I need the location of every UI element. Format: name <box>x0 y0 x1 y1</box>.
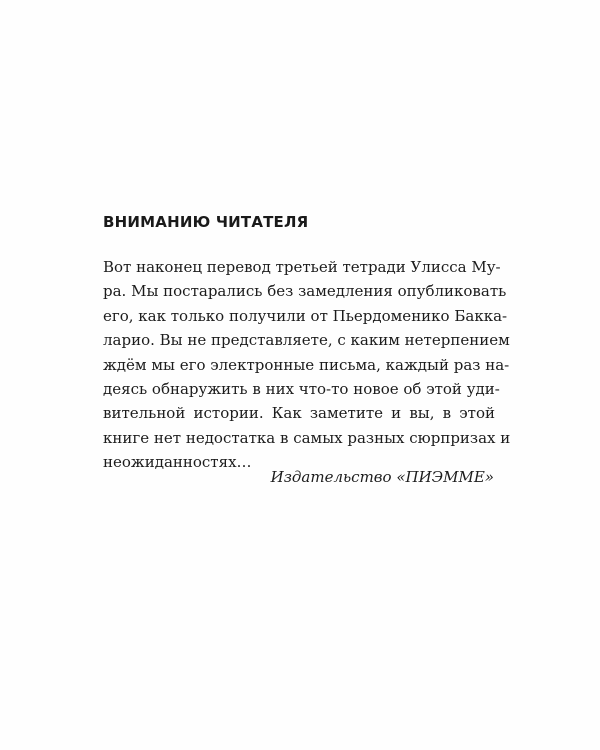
paragraph-line: ра. Мы постарались без замедления опубликовать <box>103 282 507 301</box>
paragraph-line: Вот наконец перевод третьей тетради Улисса Му- <box>103 258 501 276</box>
paragraph-line: его, как только получили от Пьердоменико Бакка- <box>103 306 508 325</box>
notice-heading: ВНИМАНИЮ ЧИТАТЕЛЯ <box>103 213 309 231</box>
paragraph-line: вительной истории. Как заметите и вы, в этой <box>103 404 495 423</box>
paragraph-line: неожиданностях… <box>103 453 252 472</box>
paragraph-line: деясь обнаружить в них что-то новое об этой уди- <box>103 380 500 399</box>
paragraph-line: ждём мы его электронные письма, каждый раз на- <box>103 355 510 374</box>
publisher-signature: Издательство «ПИЭММЕ» <box>270 468 494 486</box>
paragraph-line: книге нет недостатка в самых разных сюрпризах и <box>103 428 511 447</box>
notice-paragraph <box>103 255 511 475</box>
paragraph-line: ларио. Вы не представляете, с каким нетерпением <box>103 331 510 350</box>
